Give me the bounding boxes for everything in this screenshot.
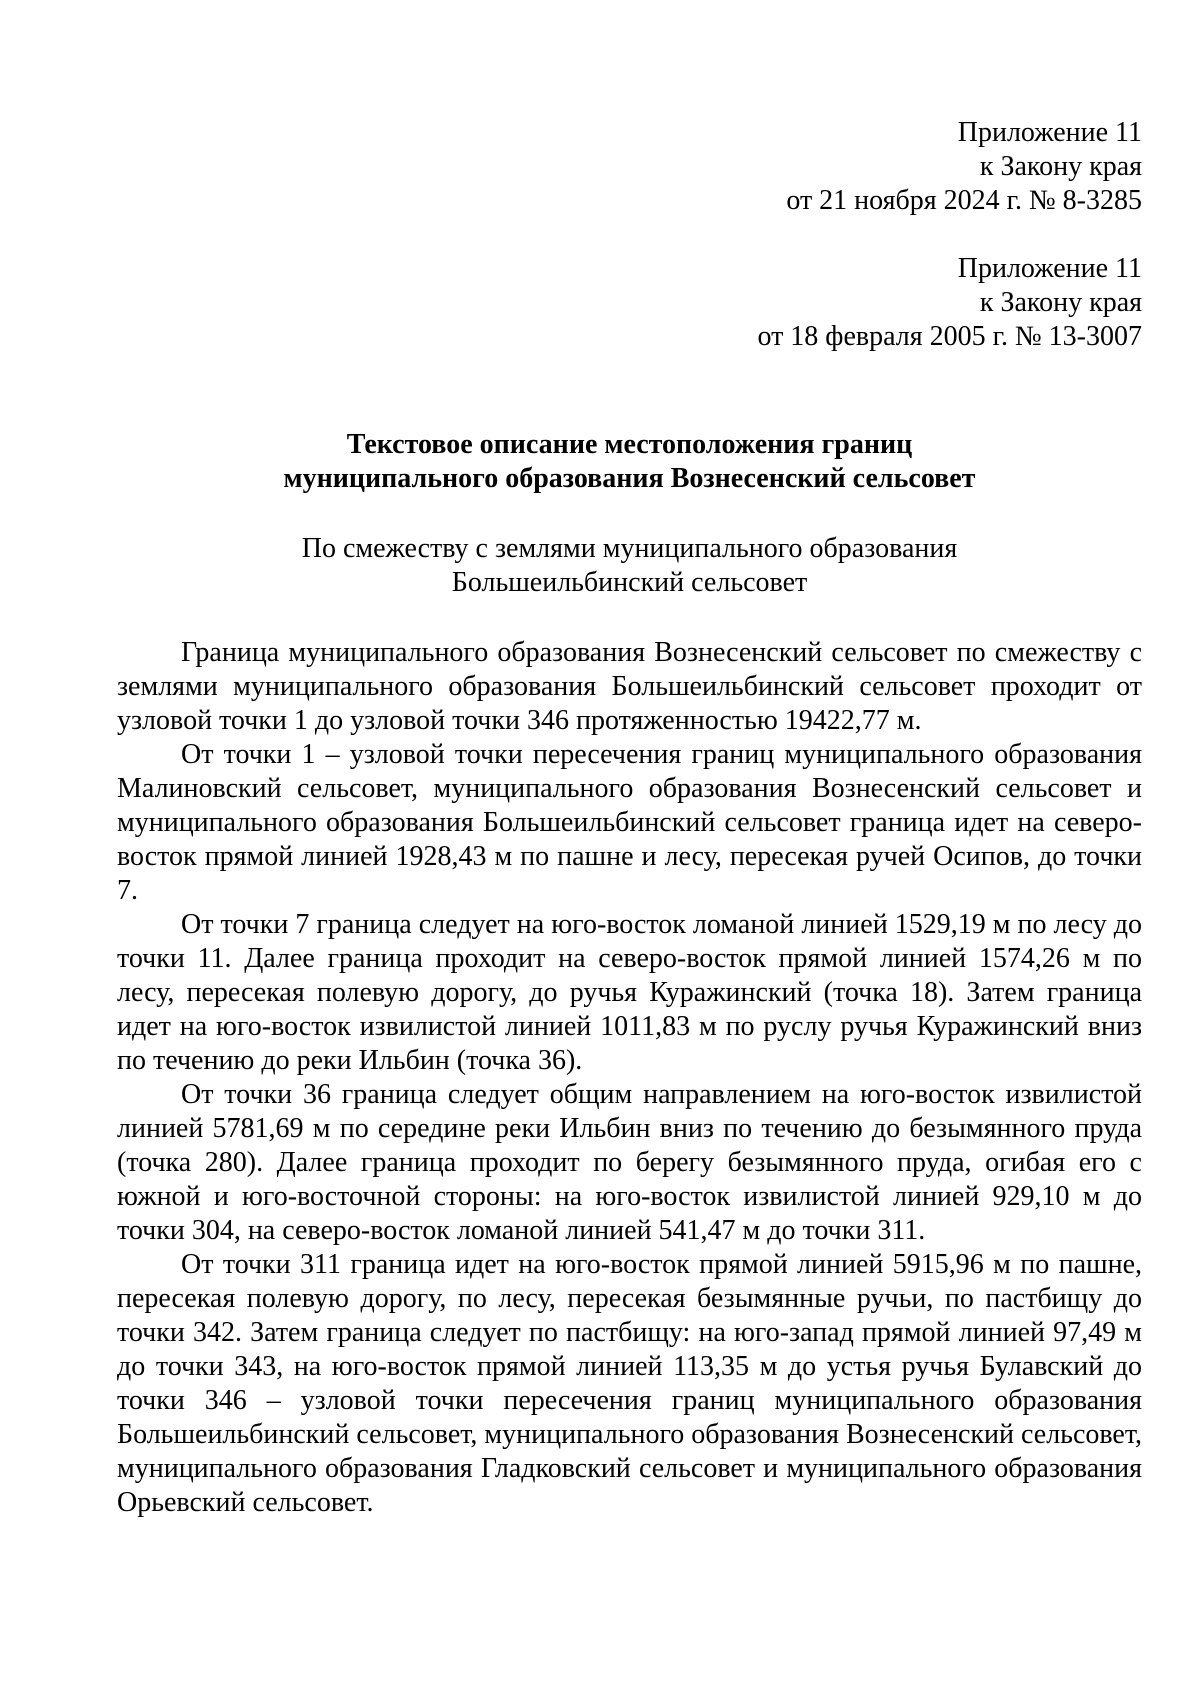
title-line-1: Текстовое описание местоположения границ	[346, 429, 913, 460]
appendix-header-current	[117, 116, 1142, 218]
document-title	[117, 428, 1142, 496]
body-paragraph-5: От точки 311 граница идет на юго-восток прямой линией 5915,96 м по пашне, пересекая полевую дорогу, по лесу, пересекая безымянные ручьи, по пастбищу до точки 342. Затем граница следует по пастбищу: на юго-запад прямой линией 97,49 м до точки 343, на юго-восток прямой линией 113,35 м до устья ручья Булавский до точки 346 – узловой точки пересечения границ муниципального образования Большеильбинский сельсовет, муниципального образования Вознесенский сельсовет, муниципального образования Гладковский сельсовет и муниципального образования Орьевский сельсовет.	[117, 1249, 1142, 1518]
appendix-law-ref: к Закону края	[979, 151, 1142, 182]
appendix-header-original	[117, 252, 1142, 354]
appendix-number: Приложение 11	[957, 117, 1142, 148]
body-paragraph-2: От точки 1 – узловой точки пересечения границ муниципального образования Малиновский сельсовет, муниципального образования Вознесенский сельсовет и муниципального образования Большеильбинский сельсовет граница идет на северо-восток прямой линией 1928,43 м по пашне и лесу, пересекая ручей Осипов, до точки 7.	[117, 739, 1142, 906]
section-subtitle	[117, 532, 1142, 600]
body-paragraph-3: От точки 7 граница следует на юго-восток ломаной линией 1529,19 м по лесу до точки 11. Далее граница проходит на северо-восток прямой линией 1574,26 м по лесу, пересекая полевую дорогу, до ручья Куражинский (точка 18). Затем граница идет на юго-восток извилистой линией 1011,83 м по руслу ручья Куражинский вниз по течению до реки Ильбин (точка 36).	[117, 909, 1142, 1076]
title-line-2: муниципального образования Вознесенский сельсовет	[283, 463, 976, 494]
appendix-law-ref: к Закону края	[979, 287, 1142, 318]
appendix-law-date: от 21 ноября 2024 г. № 8-3285	[786, 185, 1142, 216]
subtitle-line-2: Большеильбинский сельсовет	[451, 567, 808, 598]
body-paragraph-4: От точки 36 граница следует общим направлением на юго-восток извилистой линией 5781,69 м по середине реки Ильбин вниз по течению до безымянного пруда (точка 280). Далее граница проходит по берегу безымянного пруда, огибая его с южной и юго-восточной стороны: на юго-восток извилистой линией 929,10 м до точки 304, на северо-восток ломаной линией 541,47 м до точки 311.	[117, 1079, 1142, 1246]
body-paragraph-1: Граница муниципального образования Вознесенский сельсовет по смежеству с землями муниципального образования Большеильбинский сельсовет проходит от узловой точки 1 до узловой точки 346 протяженностью 19422,77 м.	[117, 637, 1142, 736]
appendix-law-date: от 18 февраля 2005 г. № 13-3007	[757, 321, 1142, 352]
document-body	[117, 636, 1142, 1520]
subtitle-line-1: По смежеству с землями муниципального образования	[301, 533, 958, 564]
appendix-number: Приложение 11	[957, 253, 1142, 284]
document-content	[117, 116, 1142, 1520]
